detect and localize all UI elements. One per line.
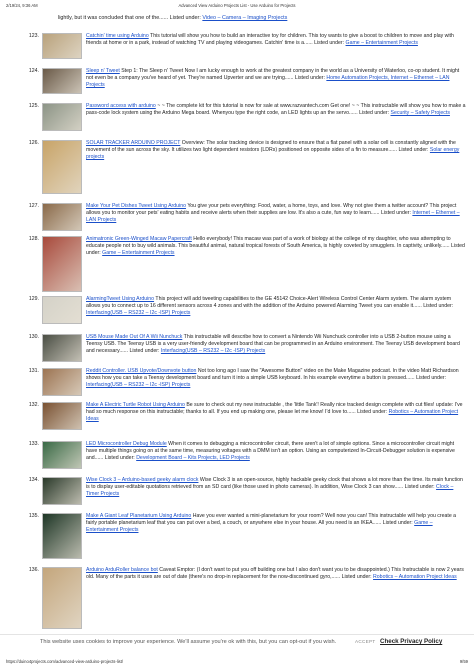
- entry-number: 136.: [28, 567, 39, 573]
- project-thumbnail[interactable]: [42, 236, 82, 292]
- entry-description: [86, 68, 466, 88]
- project-category-link[interactable]: Game – Entertainment Projects: [345, 39, 418, 46]
- lead-text: lightly, but it was concluded that one of the...... Listed under:: [58, 15, 203, 21]
- entry-description: [86, 296, 466, 316]
- entry-description: [86, 203, 466, 223]
- project-entry: [26, 68, 466, 94]
- entry-description: [86, 513, 466, 533]
- project-title-link[interactable]: Wise Clock 3 – Arduino-based geeky alarm clock: [86, 477, 199, 483]
- project-category-link[interactable]: Interfacing(USB – RS232 – I2c -ISP) Projects: [86, 309, 191, 316]
- project-category-link[interactable]: Interfacing(USB – RS232 – I2c -ISP) Projects: [160, 347, 266, 354]
- project-summary: Have you ever wanted a mini-planetarium for your room? Well now you can! This instructable will help you create a fairly portable planetarium leaf that you can put over a bed, a couch, or anywhere else in your house. All you need is an IKEA...... Listed under:: [86, 513, 457, 526]
- project-category-link[interactable]: Interfacing(USB – RS232 – I2c -ISP) Projects: [86, 381, 191, 388]
- cookie-banner: [0, 634, 474, 649]
- project-summary: This project will add tweeting capabilities to the GE 45142 Choice-Alert Wireless Control Center Alarm system. The alarm system allows you to connect up to 16 different sensors across 4 zones and with the addition of the Arduino powered Alarming Tweet you can enable it...... Listed under:: [86, 296, 454, 309]
- project-title-link[interactable]: Make A Electric Turtle Robot Using Arduino: [86, 402, 185, 408]
- entry-description: [86, 567, 466, 581]
- project-title-link[interactable]: AlarmingTweet Using Arduino: [86, 296, 155, 302]
- project-category-link[interactable]: Solar energy projects: [86, 146, 460, 160]
- entry-number: 126.: [28, 140, 39, 146]
- project-summary: Wise Clock 3 is an open-source, highly hackable geeky clock that shows a lot more than the time. Its main function is to display user-editable quotations retrieved from an SD card (like those used in photo cameras). In addition, Wise Clock 3 can show...... Listed under:: [86, 477, 463, 490]
- project-category-link[interactable]: Robotics – Automation Project Ideas: [373, 573, 457, 580]
- entry-number: 127.: [28, 203, 39, 209]
- project-thumbnail[interactable]: [42, 203, 82, 231]
- entry-description: [86, 368, 466, 388]
- project-summary: Step 1: The Sleep n' Tweet Now I am lucky enough to work at the greatest company in the world as a University of Waterloo, co-op student. It might not even be a company you've heard of yet. They're named Upverter and we are trying...... Listed under:: [86, 68, 460, 81]
- print-footer: [6, 659, 468, 664]
- project-category-link[interactable]: Development Board – Kits Projects, LED Projects: [136, 454, 250, 461]
- project-title-link[interactable]: Make Your Pet Dishes Tweet Using Arduino: [86, 203, 186, 209]
- project-thumbnail[interactable]: [42, 103, 82, 131]
- project-summary: This tutorial will show you how to build an interactive toy for children. This toy wants to give a boost to children to move and play with friends at home or in a park, instead of watching TV and playing videogames. Catchin' time is a...... Listed under:: [86, 33, 454, 46]
- project-thumbnail[interactable]: [42, 334, 82, 362]
- project-thumbnail[interactable]: [42, 33, 82, 59]
- project-summary: Be sure to check out my new instructable , the 'little Tank'! Really nice tracked design complete with cut files! update: I've had so much response on this instructable; thanks to all. If you end up making one, please let me know! I'd love to...... Listed under:: [86, 402, 463, 415]
- entry-number: 133.: [28, 441, 39, 447]
- project-summary: Overview: The solar tracking device is designed to ensure that a flat panel with a solar cell is constantly aligned with the movement of the sun across the sky. It utilizes two light dependent resistors (LDRs) positioned on opposite sides of a fin to measure...... Listed under:: [86, 140, 456, 153]
- entry-number: 134.: [28, 477, 39, 483]
- print-datetime: 2/19/24, 9:36 AM: [6, 3, 38, 8]
- print-header: [6, 3, 468, 11]
- print-url: https://duino4projects.com/advanced-view-arduino-projects-list/: [6, 659, 124, 664]
- project-thumbnail[interactable]: [42, 477, 82, 505]
- entry-number: 135.: [28, 513, 39, 519]
- entry-description: [86, 441, 466, 461]
- project-category-link[interactable]: Security – Safety Projects: [390, 109, 450, 116]
- lead-paragraph: [58, 15, 462, 22]
- project-entry: [26, 334, 466, 362]
- entry-description: [86, 402, 466, 422]
- project-summary: Not too long ago I saw the "Awesome Button" video on the Make Magazine podcast. In the video Matt Richardson shows how you can take a Teensy development board and turn it into a simple USB keyboard. In his example everytime a button is pressed...... Listed under:: [86, 368, 459, 381]
- entry-number: 124.: [28, 68, 39, 74]
- entry-number: 128.: [28, 236, 39, 242]
- entry-number: 123.: [28, 33, 39, 39]
- project-summary: ~ ~ The complete kit for this tutorial is now for sale at www.razvantech.com Get one! ~ ~ This instructable will show you how to make a pass-code lock system using the Arduino Mega board. Whenyou type the right code, an LED lights up an the servo...... Listed under:: [86, 103, 466, 116]
- project-thumbnail[interactable]: [42, 140, 82, 194]
- project-title-link[interactable]: LED Microcontroller Debug Module: [86, 441, 167, 447]
- entry-description: [86, 236, 466, 256]
- entry-description: [86, 33, 466, 47]
- entry-number: 130.: [28, 334, 39, 340]
- project-entry: [26, 477, 466, 505]
- entry-description: [86, 140, 466, 160]
- project-title-link[interactable]: Make A Giant Leaf Planetarium Using Arduino: [86, 513, 192, 519]
- project-category-link[interactable]: Clock – Timer Projects: [86, 483, 454, 497]
- project-title-link[interactable]: Reddit Controller. USB Upvote/Downvote button: [86, 368, 197, 374]
- project-title-link[interactable]: Arduino ArduRoller balance bot: [86, 567, 158, 573]
- project-thumbnail[interactable]: [42, 441, 82, 469]
- cookie-accept-button[interactable]: ACCEPT: [355, 639, 376, 644]
- project-category-link[interactable]: Game – Entertainment Projects: [86, 519, 433, 533]
- project-title-link[interactable]: USB Mouse Made Out Of A Wii Nunchuck: [86, 334, 183, 340]
- project-category-link[interactable]: Home Automation Projects, Internet – Ethernet – LAN Projects: [86, 74, 450, 88]
- entry-number: 132.: [28, 402, 39, 408]
- project-summary: Hello everybody! This macaw was part of a work of biology at the college of my daughter, who was attempting to educate people not to buy wild animals. This beautiful animal, natural tropical forests of South America, is highly coveted by smugglers. In captivity, unlikely...... Listed under:: [86, 236, 465, 256]
- entry-number: 131.: [28, 368, 39, 374]
- print-page-number: 9/59: [459, 659, 468, 664]
- cookie-message: This website uses cookies to improve your experience. We'll assume you're ok with this, but you can opt-out if you wish.: [40, 639, 337, 645]
- project-entry: [26, 567, 466, 629]
- project-thumbnail[interactable]: [42, 513, 82, 559]
- print-page-title: Advanced View Arduino Projects List - Use Arduino for Projects: [178, 3, 296, 8]
- project-title-link[interactable]: Sleep n' Tweet: [86, 68, 120, 74]
- project-thumbnail[interactable]: [42, 368, 82, 396]
- project-entry: [26, 236, 466, 292]
- project-entry: [26, 368, 466, 396]
- privacy-policy-link[interactable]: Check Privacy Policy: [380, 638, 443, 645]
- project-entry: [26, 402, 466, 430]
- entry-description: [86, 477, 466, 497]
- project-summary: You give your pets everything: Food, water, a home, toys, and love. Why not give them a twitter account? This project allows you to monitor your pets' eating habits and receive alerts when their supplies are low. It's also a cute, fun way to learn...... Listed under:: [86, 203, 457, 216]
- project-entry: [26, 513, 466, 559]
- project-entry: [26, 140, 466, 194]
- project-title-link[interactable]: Password access with arduino: [86, 103, 156, 109]
- project-category-link[interactable]: Robotics – Automation Project Ideas: [86, 408, 459, 422]
- project-category-link[interactable]: Internet – Ethernet – LAN Projects: [86, 209, 460, 223]
- project-thumbnail[interactable]: [42, 296, 82, 324]
- project-entry: [26, 296, 466, 324]
- project-summary: This instructable will describe how to convert a Nintendo Wii Nunchuck controller into a USB 2-button mouse using a Teensy USB. The Teensy USB is a very user-friendly development board that can be programmed in an Arduino environment. The Teensy USB development board and necessary...... Listed under:: [86, 334, 460, 354]
- project-thumbnail[interactable]: [42, 68, 82, 94]
- entry-description: [86, 334, 466, 354]
- entry-number: 129.: [28, 296, 39, 302]
- project-title-link[interactable]: SOLAR TRACKER ARDUINO PROJECT: [86, 140, 181, 146]
- project-entry: [26, 103, 466, 131]
- project-entry: [26, 441, 466, 469]
- project-title-link[interactable]: Catchin' time using Arduino: [86, 33, 149, 39]
- project-entry: [26, 33, 466, 59]
- project-thumbnail[interactable]: [42, 402, 82, 430]
- project-entry: [26, 203, 466, 231]
- entry-number: 125.: [28, 103, 39, 109]
- project-summary: When it comes to debugging a microcontroller circuit, there aren't a lot of simple options. Since a microcontroller circuit might have multiple things going on at the same time, measuring voltages with a DMM isn't an option. Using an computerized In-Circuit-Debugger solution is expensive and...... Listed under:: [86, 441, 455, 461]
- project-title-link[interactable]: Animatronic Green-Winged Macaw Papercraft: [86, 236, 192, 242]
- project-category-link[interactable]: Game – Entertainment Projects: [102, 249, 175, 256]
- project-summary: Caveat Emptor: (I don't want to put you off building one but I also don't want you to be disappointed.) This Instructable is now 2 years old. Many of the parts it uses are out of date (there's no drop-in replacement for the now-discontinued gyro,...... Listed under:: [86, 567, 464, 580]
- entry-description: [86, 103, 466, 117]
- project-thumbnail[interactable]: [42, 567, 82, 629]
- lead-category-link[interactable]: Video – Camera – Imaging Projects: [202, 15, 288, 21]
